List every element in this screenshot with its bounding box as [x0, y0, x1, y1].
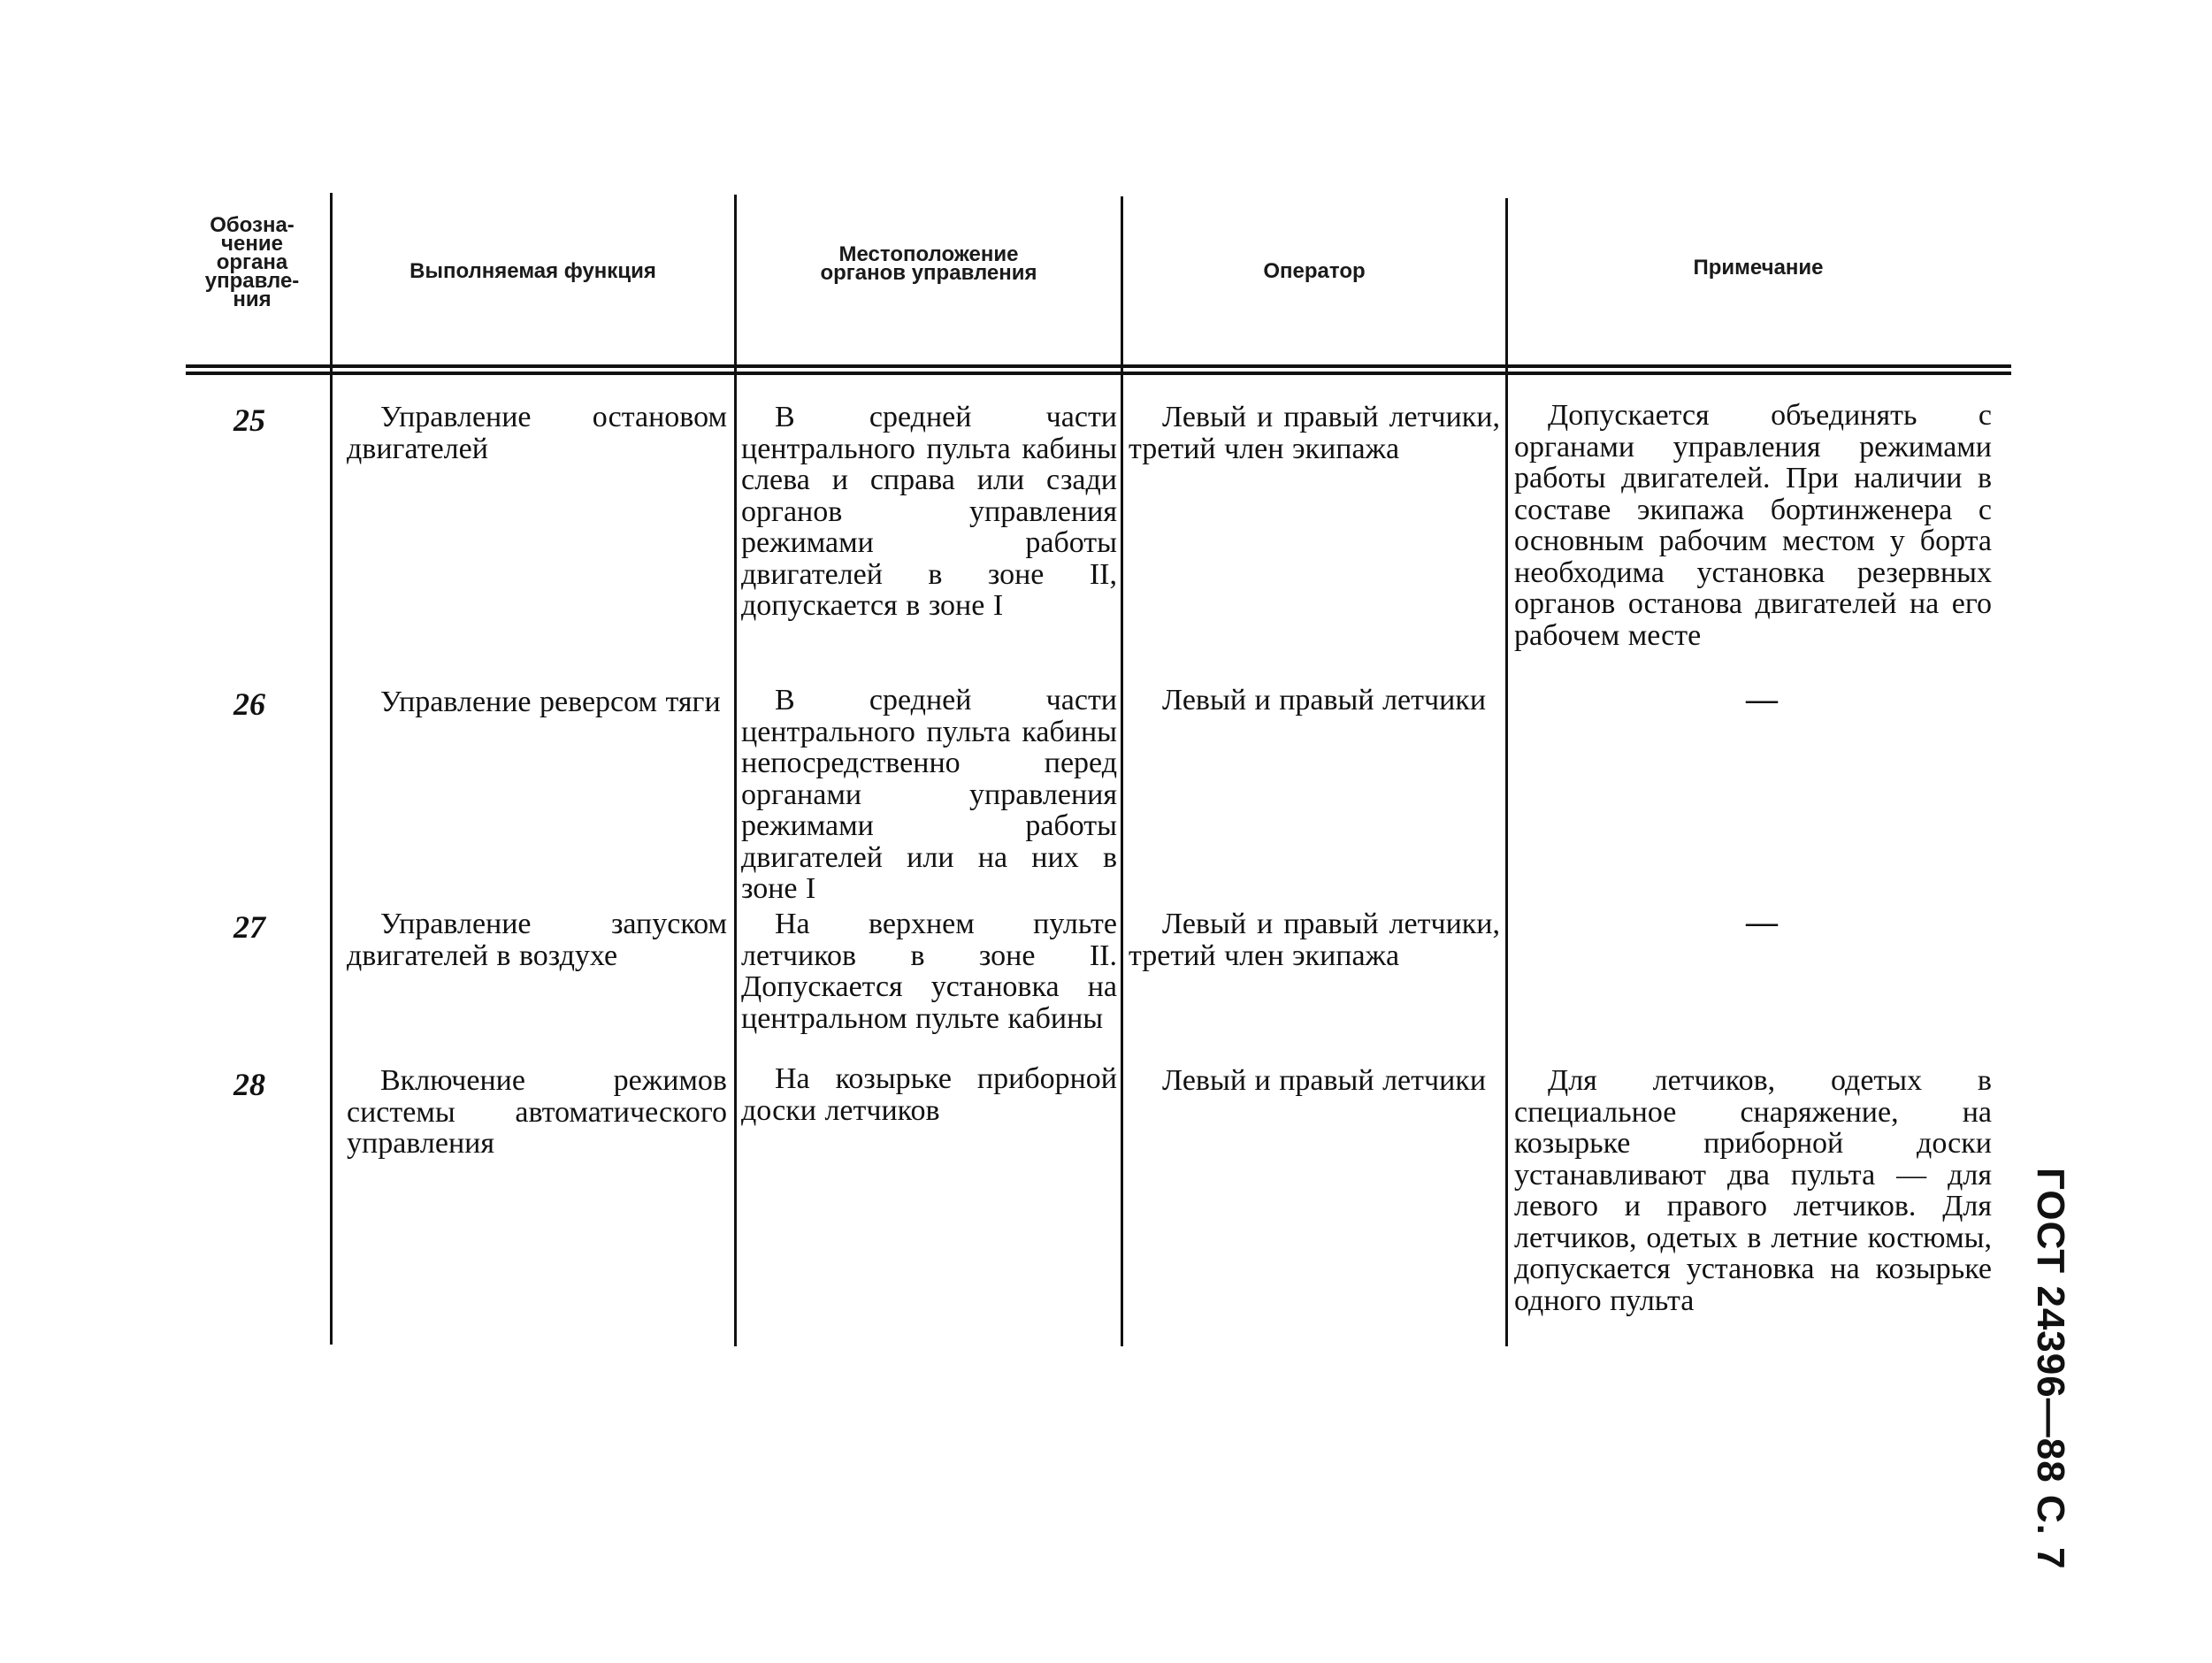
- location-cell: На козырьке приборной доски летчиков: [741, 1062, 1117, 1127]
- note-cell: Допускается объединять с органами управления режимами работы двигателей. При наличии в составе экипажа бортинженера с основным рабочим местом у борта необходима установка резервных органов останова двигателей на его рабочем месте: [1514, 399, 1992, 652]
- note-cell: —: [1746, 904, 1778, 939]
- column-rule-3: [1121, 196, 1123, 1346]
- note-cell: Для летчиков, одетых в специальное снаряжение, на козырьке приборной доски устанавливают два пульта — для левого и правого летчиков. Для летчиков, одетых в летние костюмы, допускается установка на козырьке одного пульта: [1514, 1064, 1992, 1317]
- page-label: ГОСТ 24396—88 С. 7: [2029, 1168, 2072, 1570]
- location-cell: На верхнем пульте летчиков в зоне II. Допускается установка на центральном пульте кабины: [741, 908, 1117, 1035]
- function-cell: Управление остановом двигателей: [347, 401, 727, 465]
- header-rule-top: [186, 364, 2011, 368]
- header-note: Примечание: [1693, 256, 1824, 280]
- operator-cell: Левый и правый летчики, третий член экипажа: [1129, 401, 1500, 465]
- row-number: 28: [233, 1067, 265, 1102]
- row-number: 25: [233, 402, 265, 438]
- function-cell: Включение режимов системы автоматического управления: [347, 1064, 727, 1160]
- header-operator: Оператор: [1263, 259, 1366, 283]
- function-cell: Управление запуском двигателей в воздухе: [347, 908, 727, 972]
- function-cell: Управление реверсом тяги: [380, 686, 721, 718]
- row-number: 27: [233, 909, 265, 945]
- header-rule-bottom: [186, 372, 2011, 375]
- location-cell: В средней части центрального пульта кабины непосредственно перед органами управления режимами работы двигателей или на них в зоне I: [741, 684, 1117, 905]
- note-cell: —: [1746, 681, 1778, 717]
- operator-cell: Левый и правый летчики: [1162, 1064, 1487, 1097]
- operator-cell: Левый и правый летчики, третий член экипажа: [1129, 908, 1500, 972]
- header-function: Выполняемая функция: [409, 259, 656, 283]
- column-rule-4: [1505, 198, 1508, 1346]
- header-designation: Обозна- чение органа управле- ния: [204, 213, 300, 311]
- location-cell: В средней части центрального пульта кабины слева и справа или сзади органов управления режимами работы двигателей в зоне II, допускается в зоне I: [741, 401, 1117, 622]
- header-location: Местоположение органов управления: [820, 242, 1037, 285]
- row-number: 26: [233, 686, 265, 722]
- operator-cell: Левый и правый летчики: [1162, 684, 1487, 717]
